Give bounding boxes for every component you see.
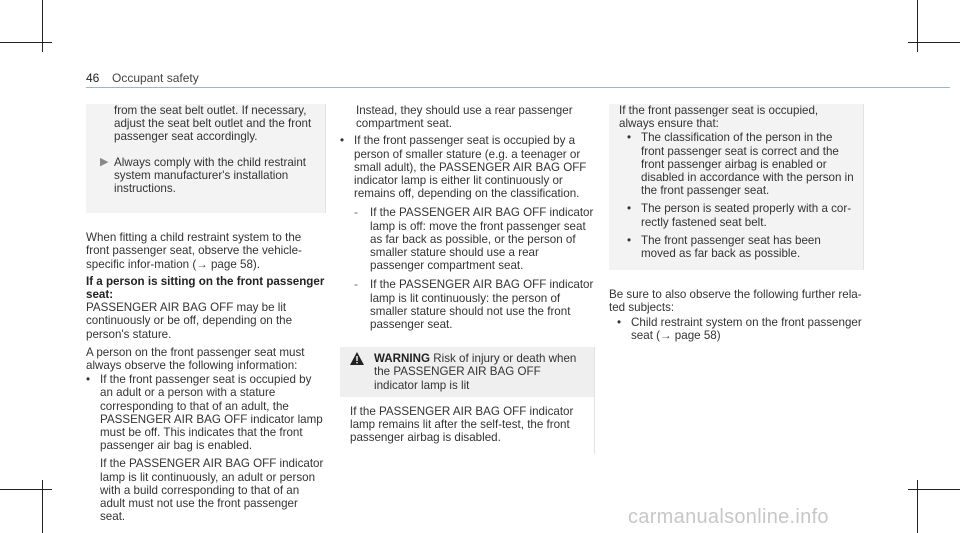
list-item (86, 373, 326, 523)
sub-list-item (340, 206, 595, 272)
list-item (619, 131, 855, 197)
watermark: carmanualsonline.info (628, 506, 829, 528)
bullet-text: The person is seated properly with a cor-rectly fastened seat belt. (641, 202, 852, 229)
bullet-text: If the front passenger seat is occupied by an adult or a person with a stature corresponding to that of an adult, the PASSENGER AIR BAG OFF indicator lamp must be off. This indicates that the front passenger air bag is enabled. (100, 373, 323, 453)
column-1 (86, 104, 326, 523)
warning-label: WARNING (374, 352, 431, 366)
person-paragraph: A person on the front passenger seat must always observe the following information: (86, 345, 305, 373)
subheading: If a person is sitting on the front passenger seat: (86, 274, 325, 302)
info-box (609, 104, 864, 270)
list-item (619, 202, 855, 228)
bullet-icon: • (86, 373, 91, 387)
dash-icon: - (354, 278, 358, 292)
crop-mark (908, 42, 960, 43)
continued-paragraph: Instead, they should use a rear passenger compartment seat. (356, 104, 573, 131)
bullet-text: The classification of the person in the front passenger seat is correct and the front passenger airbag is enabled or disabled in accordance with the person in the front passenger seat. (641, 131, 854, 198)
bullet-text: The front passenger seat has been moved as far back as possible. (641, 233, 821, 261)
bullet-text: If the front passenger seat is occupied by a person of smaller stature (e.g. a teenager or small adult), the PASSENGER AIR BAG OFF indicator lamp is either lit continuously or remains off, depending on the classification. (354, 134, 587, 201)
crop-mark (42, 480, 43, 533)
list-item (619, 234, 855, 260)
bullet-icon: • (627, 131, 632, 145)
dash-text: If the PASSENGER AIR BAG OFF indicator lamp is off: move the front passenger seat as far back as possible, or the person of smaller stature should use a rear passenger compartment seat. (370, 206, 594, 273)
warning-body: If the PASSENGER AIR BAG OFF indicator lamp remains lit after the self-test, the front passenger airbag is disabled. (350, 404, 574, 445)
bullet-text-continued: If the PASSENGER AIR BAG OFF indicator lamp is lit continuously, an adult or person with a build corresponding to that of an adult must not use the front passenger seat. (100, 457, 324, 524)
fitting-paragraph: When fitting a child restraint system to the front passenger seat, observe the vehicle-specific infor-mation (→ page 58). (86, 231, 302, 271)
dash-text: If the PASSENGER AIR BAG OFF indicator lamp is lit continuously: the person of smaller stature should not use the front passenger seat. (370, 278, 594, 332)
crop-mark (0, 42, 52, 43)
warning-title: Risk of injury or death when the PASSENGER AIR BAG OFF indicator lamp is lit (374, 352, 577, 392)
bullet-icon: • (627, 202, 632, 216)
note-text: from the seat belt outlet. If necessary, adjust the seat belt outlet and the front passenger seat accordingly. (114, 104, 312, 144)
page-number: 46 (86, 71, 100, 85)
see-also-paragraph: Be sure to also observe the following further rela-ted subjects: (609, 288, 862, 315)
list-item (340, 134, 595, 200)
crop-mark (42, 0, 43, 52)
page-header (86, 71, 950, 87)
bullet-icon: • (627, 233, 632, 247)
note-box (86, 104, 326, 213)
warning-box (340, 347, 595, 454)
play-arrow-icon: ▶ (100, 155, 109, 168)
related-topic-link[interactable]: Child restraint system on the front passenger seat (→ page 58) (631, 315, 862, 342)
column-3 (609, 104, 864, 342)
column-2 (340, 104, 595, 454)
info-intro: If the front passenger seat is occupied, always ensure that: (619, 104, 819, 131)
header-rule (86, 87, 950, 88)
bullet-icon: • (340, 134, 345, 148)
dash-icon: - (354, 206, 358, 220)
section-title: Occupant safety (112, 71, 199, 85)
airbag-off-paragraph: PASSENGER AIR BAG OFF may be lit continuously or be off, depending on the person's stature. (86, 301, 293, 341)
sub-list-item (340, 278, 595, 331)
warning-header (340, 347, 594, 397)
crop-mark (0, 489, 52, 490)
warning-triangle-icon (350, 352, 374, 392)
list-item (609, 316, 864, 342)
note-tip: Always comply with the child restraint system manufacturer's installation instructions. (114, 155, 307, 196)
bullet-icon: • (617, 315, 622, 329)
crop-mark (917, 480, 918, 533)
crop-mark (908, 489, 960, 490)
crop-mark (917, 0, 918, 52)
